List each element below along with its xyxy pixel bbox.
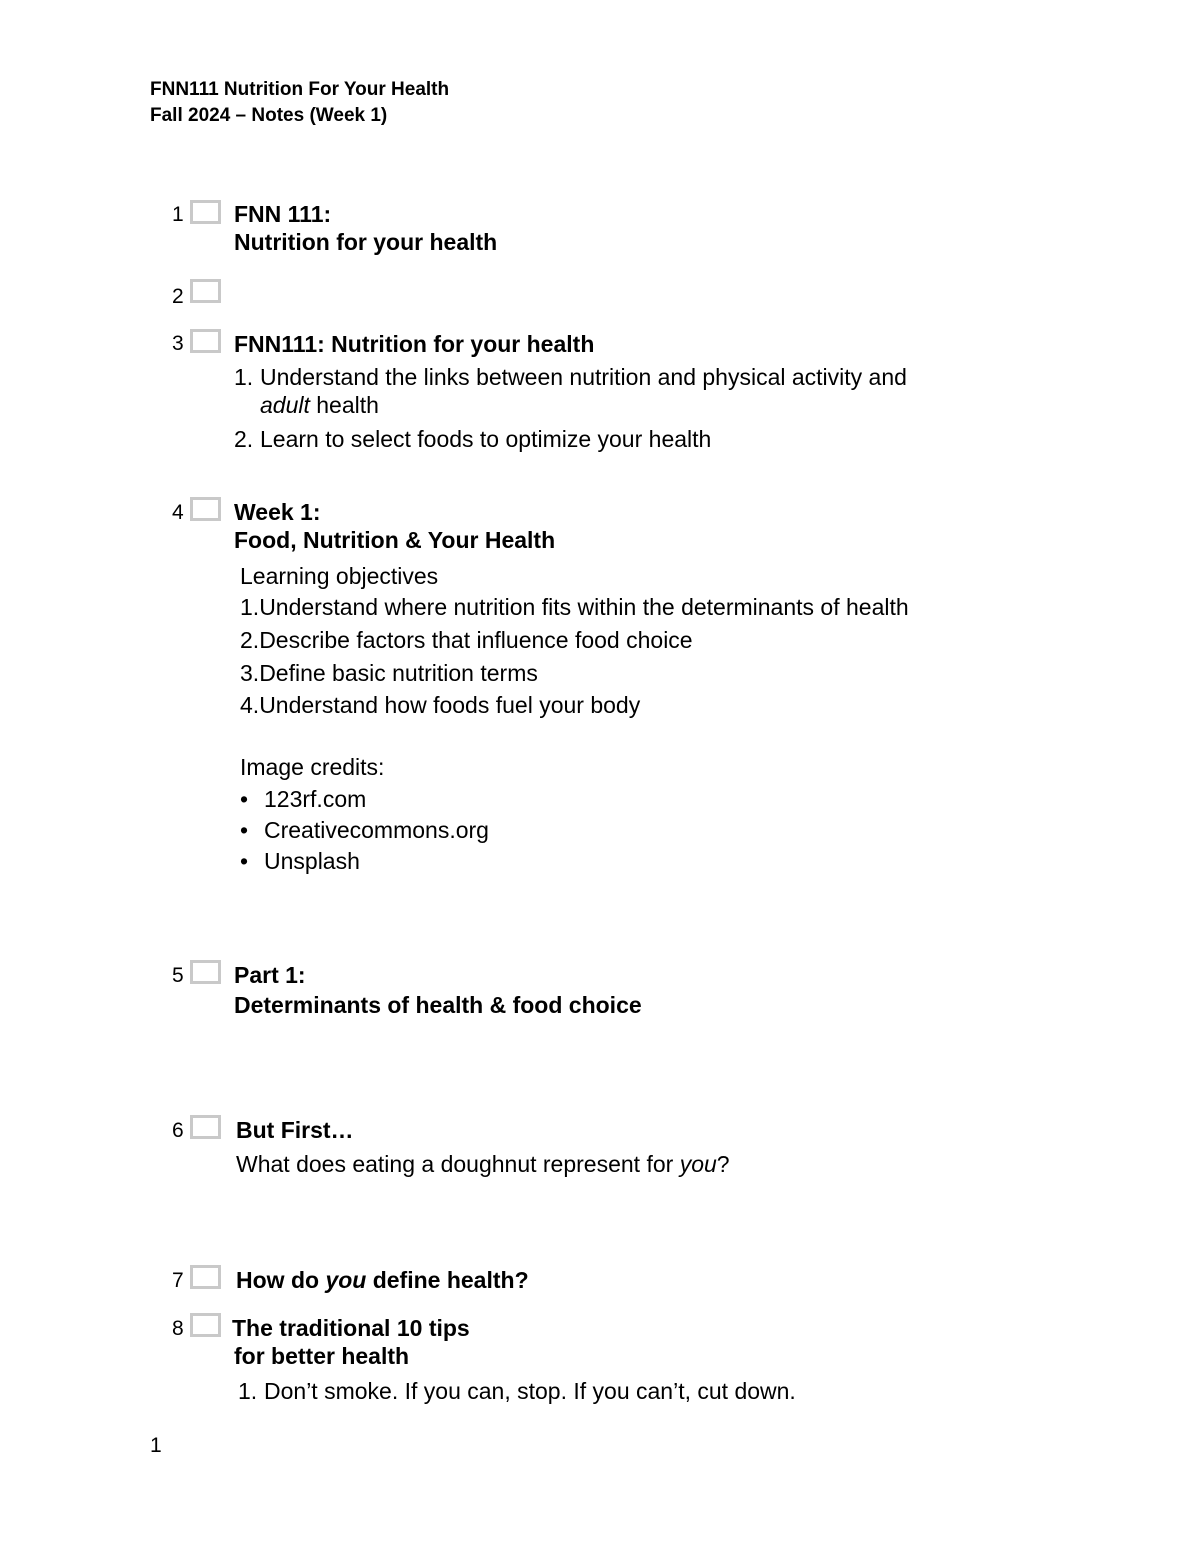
list-text: Understand how foods fuel your body: [259, 692, 641, 718]
list-number: 2.: [240, 627, 260, 653]
slide-number: 3: [172, 332, 184, 355]
list-number: 2.: [234, 426, 254, 452]
slide-number: 4: [172, 501, 184, 524]
credit-item: [240, 847, 360, 875]
emphasis-text: adult: [260, 392, 310, 418]
slide-number: 1: [172, 203, 184, 226]
objective-item: [240, 626, 693, 654]
slide-thumbnail: [190, 1313, 221, 1337]
credit-text: 123rf.com: [264, 786, 367, 812]
credit-item: [240, 785, 366, 813]
list-text: Describe factors that influence food choice: [259, 627, 693, 653]
title-text: define health?: [366, 1267, 529, 1293]
slide-title: Part 1:: [234, 962, 306, 988]
credit-text: Creativecommons.org: [264, 817, 489, 843]
bullet-icon: •: [240, 817, 249, 843]
list-item: [238, 1377, 796, 1405]
slide-thumbnail: [190, 1265, 221, 1289]
term-notes-title: Fall 2024 – Notes (Week 1): [150, 105, 388, 126]
slide-number: 5: [172, 964, 184, 987]
slide-thumbnail: [190, 279, 221, 303]
emphasis-text: you: [325, 1267, 367, 1293]
list-item-continuation: [260, 391, 379, 419]
slide-body: [236, 1150, 730, 1178]
objective-item: [240, 593, 909, 621]
objective-item: [240, 691, 640, 719]
page-number: 1: [150, 1434, 162, 1457]
list-item: [234, 363, 907, 391]
slide-title: But First…: [236, 1117, 354, 1143]
list-number: 1.: [238, 1378, 258, 1404]
body-text: ?: [716, 1151, 730, 1177]
list-item: [234, 425, 711, 453]
list-number: 3.: [240, 660, 260, 686]
credits-label: Image credits:: [240, 754, 385, 780]
credit-item: [240, 816, 489, 844]
list-number: 1.: [234, 364, 254, 390]
slide-title: Week 1:: [234, 499, 321, 525]
slide-title: FNN111: Nutrition for your health: [234, 331, 595, 357]
slide-number: 8: [172, 1317, 184, 1340]
slide-title: FNN 111:: [234, 201, 332, 227]
list-text: Don’t smoke. If you can, stop. If you can’t, cut down.: [264, 1378, 796, 1404]
slide-subtitle: Determinants of health & food choice: [234, 992, 642, 1018]
list-text: Learn to select foods to optimize your health: [260, 426, 712, 452]
title-text: How do: [236, 1267, 326, 1293]
objectives-label: Learning objectives: [240, 563, 439, 589]
bullet-icon: •: [240, 848, 249, 874]
slide-number: 7: [172, 1269, 184, 1292]
course-title: FNN111 Nutrition For Your Health: [150, 79, 450, 100]
emphasis-text: you: [679, 1151, 717, 1177]
list-text: Understand the links between nutrition and physical activity and: [260, 364, 907, 390]
objective-item: [240, 659, 538, 687]
list-number: 1.: [240, 594, 260, 620]
body-text: What does eating a doughnut represent for: [236, 1151, 680, 1177]
list-text: Define basic nutrition terms: [259, 660, 538, 686]
credit-text: Unsplash: [264, 848, 360, 874]
slide-subtitle: for better health: [234, 1343, 410, 1369]
list-number: 4.: [240, 692, 260, 718]
slide-title: [236, 1266, 529, 1294]
slide-number: 2: [172, 285, 184, 308]
slide-thumbnail: [190, 497, 221, 521]
list-text: Understand where nutrition fits within the determinants of health: [259, 594, 909, 620]
slide-thumbnail: [190, 960, 221, 984]
slide-title: The traditional 10 tips: [232, 1315, 470, 1341]
bullet-icon: •: [240, 786, 249, 812]
slide-thumbnail: [190, 1115, 221, 1139]
slide-thumbnail: [190, 329, 221, 353]
slide-subtitle: Nutrition for your health: [234, 229, 498, 255]
list-text: health: [309, 392, 379, 418]
slide-number: 6: [172, 1119, 184, 1142]
slide-thumbnail: [190, 200, 221, 224]
slide-subtitle: Food, Nutrition & Your Health: [234, 527, 556, 553]
